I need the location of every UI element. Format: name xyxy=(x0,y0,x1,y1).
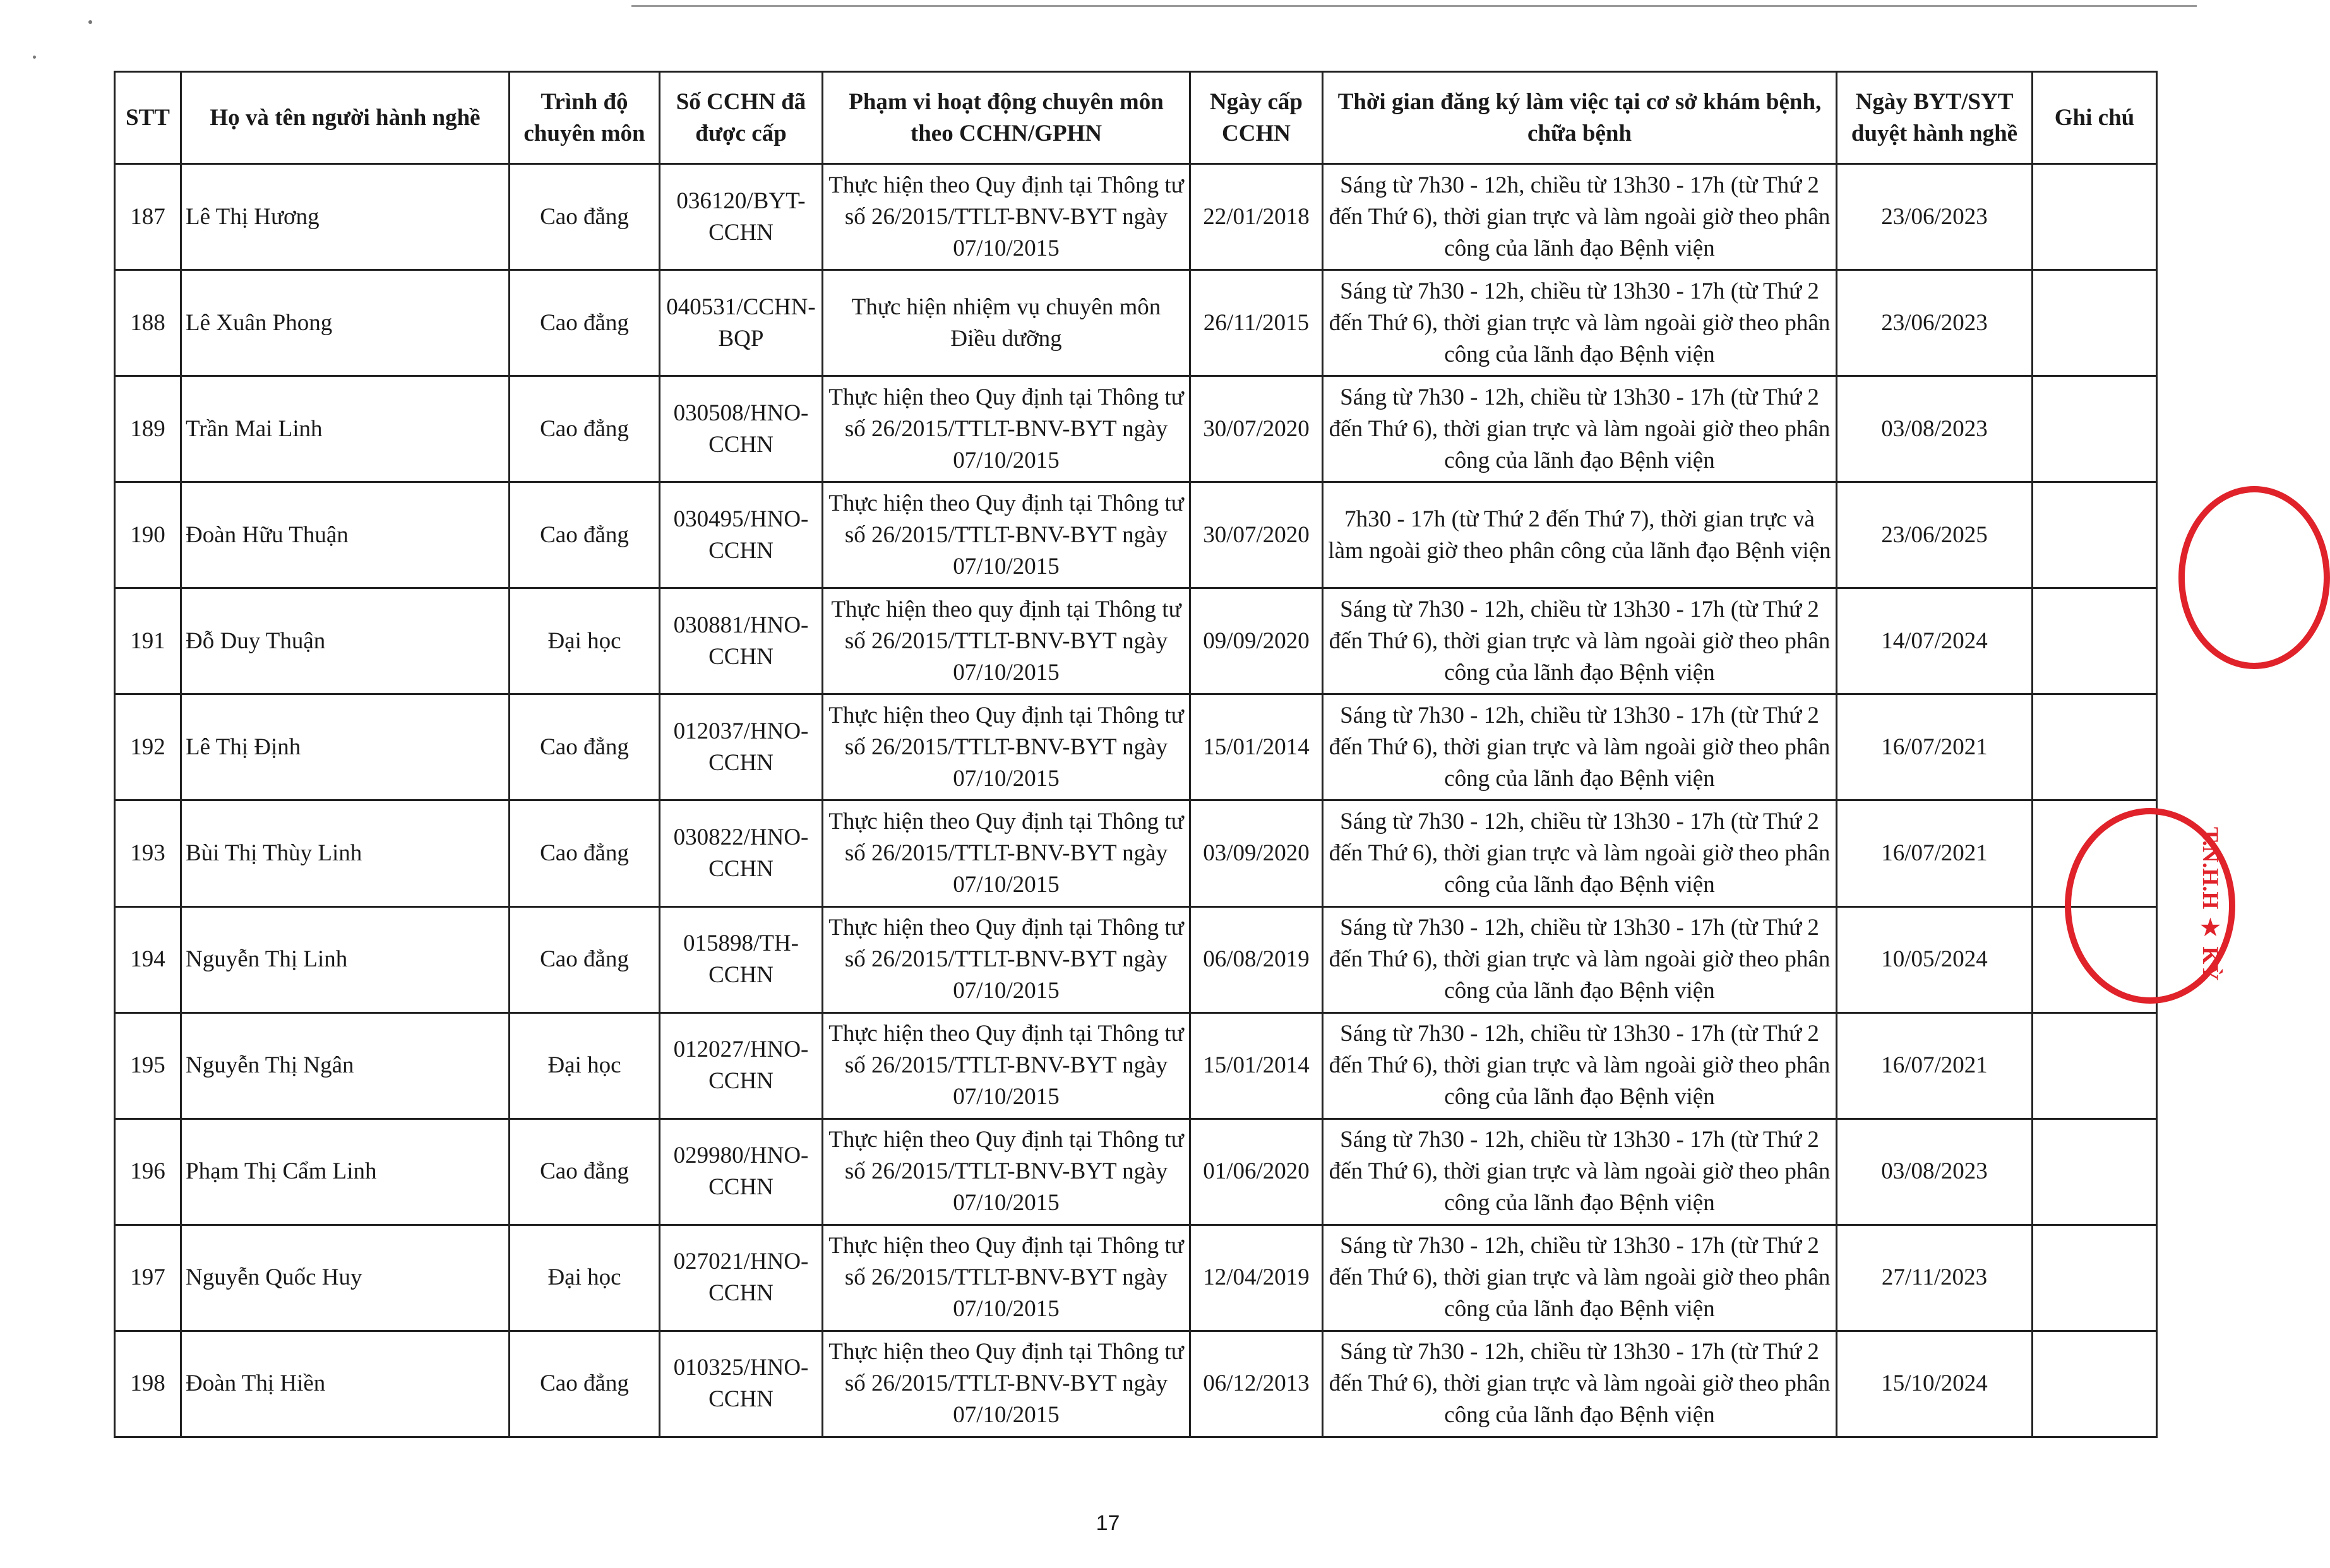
cell-qualification: Cao đẳng xyxy=(510,906,660,1013)
cell-issue-date: 06/12/2013 xyxy=(1190,1331,1323,1437)
cell-certificate-number: 030495/HNO-CCHN xyxy=(660,482,823,588)
cell-notes xyxy=(2033,1225,2157,1331)
cell-scope: Thực hiện theo Quy định tại Thông tư số 26/2015/TTLT-BNV-BYT ngày 07/10/2015 xyxy=(823,1119,1190,1225)
cell-stt: 190 xyxy=(115,482,181,588)
table-header-row xyxy=(115,72,2157,164)
cell-qualification: Cao đẳng xyxy=(510,376,660,482)
header-notes: Ghi chú xyxy=(2033,72,2157,164)
cell-scope: Thực hiện theo Quy định tại Thông tư số 26/2015/TTLT-BNV-BYT ngày 07/10/2015 xyxy=(823,1225,1190,1331)
cell-issue-date: 03/09/2020 xyxy=(1190,800,1323,906)
cell-scope: Thực hiện theo Quy định tại Thông tư số 26/2015/TTLT-BNV-BYT ngày 07/10/2015 xyxy=(823,1331,1190,1437)
cell-approval-date: 03/08/2023 xyxy=(1837,1119,2033,1225)
table-row xyxy=(115,1013,2157,1119)
cell-issue-date: 15/01/2014 xyxy=(1190,1013,1323,1119)
cell-name: Nguyễn Thị Linh xyxy=(181,906,510,1013)
cell-notes xyxy=(2033,164,2157,270)
table-row xyxy=(115,906,2157,1013)
table-row xyxy=(115,800,2157,906)
cell-stt: 191 xyxy=(115,588,181,694)
cell-name: Phạm Thị Cẩm Linh xyxy=(181,1119,510,1225)
cell-stt: 188 xyxy=(115,270,181,376)
header-qualification: Trình độ chuyên môn xyxy=(510,72,660,164)
cell-approval-date: 03/08/2023 xyxy=(1837,376,2033,482)
table-row xyxy=(115,270,2157,376)
cell-approval-date: 10/05/2024 xyxy=(1837,906,2033,1013)
cell-name: Lê Xuân Phong xyxy=(181,270,510,376)
cell-name: Đoàn Thị Hiền xyxy=(181,1331,510,1437)
cell-issue-date: 09/09/2020 xyxy=(1190,588,1323,694)
cell-notes xyxy=(2033,376,2157,482)
cell-approval-date: 23/06/2023 xyxy=(1837,164,2033,270)
cell-scope: Thực hiện theo quy định tại Thông tư số 26/2015/TTLT-BNV-BYT ngày 07/10/2015 xyxy=(823,588,1190,694)
header-working-hours: Thời gian đăng ký làm việc tại cơ sở khám bệnh, chữa bệnh xyxy=(1323,72,1837,164)
cell-issue-date: 26/11/2015 xyxy=(1190,270,1323,376)
cell-name: Nguyễn Thị Ngân xyxy=(181,1013,510,1119)
cell-certificate-number: 015898/TH-CCHN xyxy=(660,906,823,1013)
cell-working-hours: Sáng từ 7h30 - 12h, chiều từ 13h30 - 17h (từ Thứ 2 đến Thứ 6), thời gian trực và làm ngoài giờ theo phân công của lãnh đạo Bệnh viện xyxy=(1323,270,1837,376)
cell-working-hours: Sáng từ 7h30 - 12h, chiều từ 13h30 - 17h (từ Thứ 2 đến Thứ 6), thời gian trực và làm ngoài giờ theo phân công của lãnh đạo Bệnh viện xyxy=(1323,164,1837,270)
cell-notes xyxy=(2033,270,2157,376)
cell-certificate-number: 012037/HNO-CCHN xyxy=(660,694,823,800)
cell-name: Đoàn Hữu Thuận xyxy=(181,482,510,588)
cell-stt: 187 xyxy=(115,164,181,270)
cell-approval-date: 14/07/2024 xyxy=(1837,588,2033,694)
cell-working-hours: Sáng từ 7h30 - 12h, chiều từ 13h30 - 17h (từ Thứ 2 đến Thứ 6), thời gian trực và làm ngoài giờ theo phân công của lãnh đạo Bệnh viện xyxy=(1323,800,1837,906)
cell-stt: 198 xyxy=(115,1331,181,1437)
header-name: Họ và tên người hành nghề xyxy=(181,72,510,164)
cell-qualification: Đại học xyxy=(510,1225,660,1331)
cell-notes xyxy=(2033,694,2157,800)
cell-stt: 194 xyxy=(115,906,181,1013)
cell-issue-date: 22/01/2018 xyxy=(1190,164,1323,270)
table-row xyxy=(115,1119,2157,1225)
cell-working-hours: Sáng từ 7h30 - 12h, chiều từ 13h30 - 17h (từ Thứ 2 đến Thứ 6), thời gian trực và làm ngoài giờ theo phân công của lãnh đạo Bệnh viện xyxy=(1323,1013,1837,1119)
cell-stt: 193 xyxy=(115,800,181,906)
seal-lettering: T.N.H.H ★ KỲ xyxy=(2198,827,2223,981)
cell-qualification: Cao đẳng xyxy=(510,482,660,588)
cell-approval-date: 23/06/2023 xyxy=(1837,270,2033,376)
table-row xyxy=(115,376,2157,482)
header-certificate-number: Số CCHN đã được cấp xyxy=(660,72,823,164)
cell-scope: Thực hiện theo Quy định tại Thông tư số 26/2015/TTLT-BNV-BYT ngày 07/10/2015 xyxy=(823,1013,1190,1119)
cell-qualification: Cao đẳng xyxy=(510,270,660,376)
cell-approval-date: 16/07/2021 xyxy=(1837,694,2033,800)
cell-stt: 192 xyxy=(115,694,181,800)
cell-qualification: Cao đẳng xyxy=(510,694,660,800)
cell-working-hours: Sáng từ 7h30 - 12h, chiều từ 13h30 - 17h (từ Thứ 2 đến Thứ 6), thời gian trực và làm ngoài giờ theo phân công của lãnh đạo Bệnh viện xyxy=(1323,694,1837,800)
cell-approval-date: 23/06/2025 xyxy=(1837,482,2033,588)
cell-working-hours: Sáng từ 7h30 - 12h, chiều từ 13h30 - 17h (từ Thứ 2 đến Thứ 6), thời gian trực và làm ngoài giờ theo phân công của lãnh đạo Bệnh viện xyxy=(1323,588,1837,694)
cell-issue-date: 15/01/2014 xyxy=(1190,694,1323,800)
cell-name: Lê Thị Hương xyxy=(181,164,510,270)
table-row xyxy=(115,1331,2157,1437)
cell-scope: Thực hiện theo Quy định tại Thông tư số 26/2015/TTLT-BNV-BYT ngày 07/10/2015 xyxy=(823,164,1190,270)
table-row xyxy=(115,694,2157,800)
cell-stt: 195 xyxy=(115,1013,181,1119)
table-row xyxy=(115,482,2157,588)
cell-qualification: Cao đẳng xyxy=(510,800,660,906)
cell-name: Trần Mai Linh xyxy=(181,376,510,482)
cell-approval-date: 15/10/2024 xyxy=(1837,1331,2033,1437)
table-row xyxy=(115,1225,2157,1331)
cell-working-hours: Sáng từ 7h30 - 12h, chiều từ 13h30 - 17h (từ Thứ 2 đến Thứ 6), thời gian trực và làm ngoài giờ theo phân công của lãnh đạo Bệnh viện xyxy=(1323,906,1837,1013)
cell-working-hours: 7h30 - 17h (từ Thứ 2 đến Thứ 7), thời gian trực và làm ngoài giờ theo phân công của lãnh đạo Bệnh viện xyxy=(1323,482,1837,588)
header-stt: STT xyxy=(115,72,181,164)
cell-qualification: Cao đẳng xyxy=(510,164,660,270)
cell-issue-date: 12/04/2019 xyxy=(1190,1225,1323,1331)
cell-certificate-number: 029980/HNO-CCHN xyxy=(660,1119,823,1225)
cell-working-hours: Sáng từ 7h30 - 12h, chiều từ 13h30 - 17h (từ Thứ 2 đến Thứ 6), thời gian trực và làm ngoài giờ theo phân công của lãnh đạo Bệnh viện xyxy=(1323,376,1837,482)
cell-name: Đỗ Duy Thuận xyxy=(181,588,510,694)
cell-name: Nguyễn Quốc Huy xyxy=(181,1225,510,1331)
scan-speck xyxy=(33,56,36,59)
cell-scope: Thực hiện theo Quy định tại Thông tư số 26/2015/TTLT-BNV-BYT ngày 07/10/2015 xyxy=(823,482,1190,588)
cell-certificate-number: 010325/HNO-CCHN xyxy=(660,1331,823,1437)
cell-certificate-number: 030508/HNO-CCHN xyxy=(660,376,823,482)
cell-notes xyxy=(2033,588,2157,694)
cell-certificate-number: 012027/HNO-CCHN xyxy=(660,1013,823,1119)
cell-issue-date: 06/08/2019 xyxy=(1190,906,1323,1013)
cell-notes xyxy=(2033,482,2157,588)
cell-working-hours: Sáng từ 7h30 - 12h, chiều từ 13h30 - 17h (từ Thứ 2 đến Thứ 6), thời gian trực và làm ngoài giờ theo phân công của lãnh đạo Bệnh viện xyxy=(1323,1331,1837,1437)
header-issue-date: Ngày cấp CCHN xyxy=(1190,72,1323,164)
table-row xyxy=(115,588,2157,694)
cell-working-hours: Sáng từ 7h30 - 12h, chiều từ 13h30 - 17h (từ Thứ 2 đến Thứ 6), thời gian trực và làm ngoài giờ theo phân công của lãnh đạo Bệnh viện xyxy=(1323,1225,1837,1331)
cell-issue-date: 30/07/2020 xyxy=(1190,482,1323,588)
cell-approval-date: 16/07/2021 xyxy=(1837,800,2033,906)
cell-notes xyxy=(2033,1331,2157,1437)
cell-qualification: Đại học xyxy=(510,588,660,694)
cell-scope: Thực hiện nhiệm vụ chuyên môn Điều dưỡng xyxy=(823,270,1190,376)
scan-speck xyxy=(88,20,92,24)
cell-notes xyxy=(2033,1013,2157,1119)
red-seal-icon xyxy=(2065,808,2235,1004)
cell-issue-date: 01/06/2020 xyxy=(1190,1119,1323,1225)
practitioner-registry-table xyxy=(114,71,2158,1438)
table-row xyxy=(115,164,2157,270)
header-approval-date: Ngày BYT/SYT duyệt hành nghề xyxy=(1837,72,2033,164)
cell-scope: Thực hiện theo Quy định tại Thông tư số 26/2015/TTLT-BNV-BYT ngày 07/10/2015 xyxy=(823,906,1190,1013)
cell-qualification: Cao đẳng xyxy=(510,1119,660,1225)
cell-stt: 197 xyxy=(115,1225,181,1331)
cell-approval-date: 16/07/2021 xyxy=(1837,1013,2033,1119)
cell-scope: Thực hiện theo Quy định tại Thông tư số 26/2015/TTLT-BNV-BYT ngày 07/10/2015 xyxy=(823,376,1190,482)
cell-qualification: Đại học xyxy=(510,1013,660,1119)
cell-stt: 189 xyxy=(115,376,181,482)
cell-scope: Thực hiện theo Quy định tại Thông tư số 26/2015/TTLT-BNV-BYT ngày 07/10/2015 xyxy=(823,800,1190,906)
cell-qualification: Cao đẳng xyxy=(510,1331,660,1437)
cell-name: Bùi Thị Thùy Linh xyxy=(181,800,510,906)
cell-scope: Thực hiện theo Quy định tại Thông tư số 26/2015/TTLT-BNV-BYT ngày 07/10/2015 xyxy=(823,694,1190,800)
cell-notes xyxy=(2033,1119,2157,1225)
cell-certificate-number: 040531/CCHN-BQP xyxy=(660,270,823,376)
cell-approval-date: 27/11/2023 xyxy=(1837,1225,2033,1331)
cell-certificate-number: 027021/HNO-CCHN xyxy=(660,1225,823,1331)
cell-certificate-number: 036120/BYT-CCHN xyxy=(660,164,823,270)
cell-working-hours: Sáng từ 7h30 - 12h, chiều từ 13h30 - 17h (từ Thứ 2 đến Thứ 6), thời gian trực và làm ngoài giờ theo phân công của lãnh đạo Bệnh viện xyxy=(1323,1119,1837,1225)
cell-certificate-number: 030822/HNO-CCHN xyxy=(660,800,823,906)
header-scope: Phạm vi hoạt động chuyên môn theo CCHN/GPHN xyxy=(823,72,1190,164)
table-body xyxy=(115,164,2157,1437)
top-border-line xyxy=(631,5,2197,7)
page-number: 17 xyxy=(1096,1511,1120,1535)
red-seal-icon xyxy=(2178,486,2330,669)
cell-stt: 196 xyxy=(115,1119,181,1225)
cell-issue-date: 30/07/2020 xyxy=(1190,376,1323,482)
cell-name: Lê Thị Định xyxy=(181,694,510,800)
cell-certificate-number: 030881/HNO-CCHN xyxy=(660,588,823,694)
